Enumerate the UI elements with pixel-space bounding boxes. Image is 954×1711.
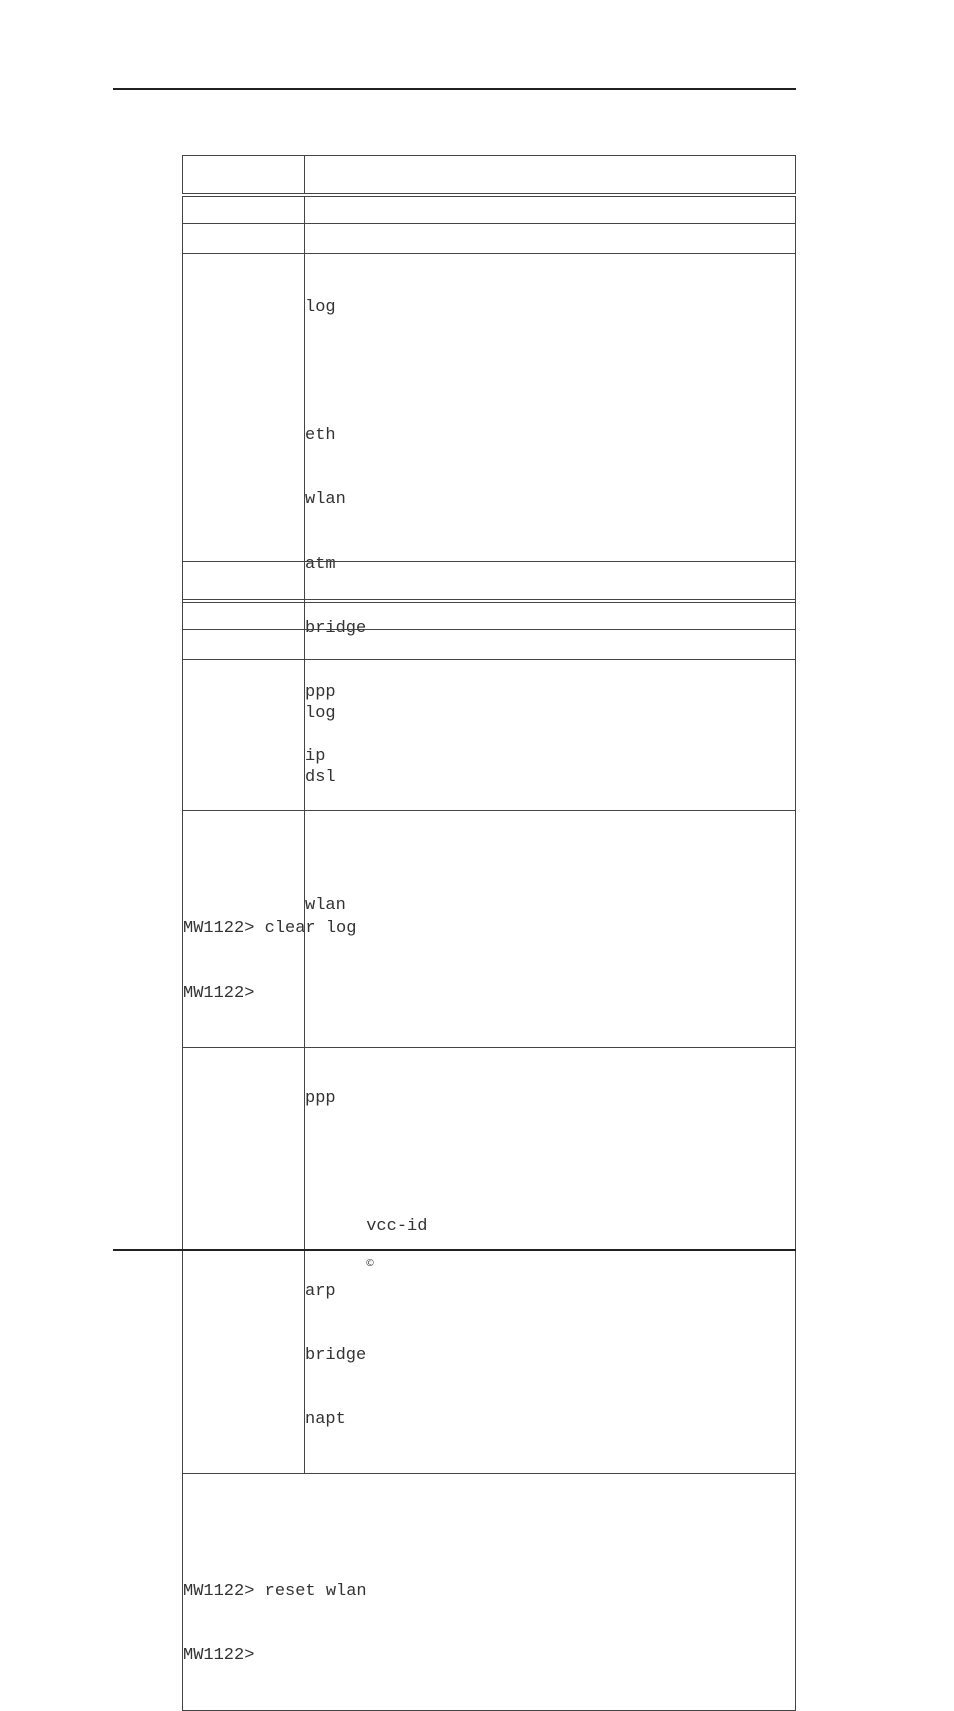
row-value-cell bbox=[305, 195, 796, 224]
example-line: MW1122> bbox=[183, 1646, 255, 1666]
option-item: eth bbox=[305, 426, 336, 446]
header-cell-description bbox=[305, 562, 796, 602]
option-item: arp bbox=[305, 1281, 336, 1301]
row-label-cell bbox=[183, 601, 305, 630]
option-item: log bbox=[305, 703, 336, 723]
example-cell bbox=[183, 1474, 796, 1710]
description-row bbox=[183, 224, 796, 254]
example-line: MW1122> bbox=[183, 983, 255, 1003]
syntax-row bbox=[183, 195, 796, 224]
syntax-row bbox=[183, 601, 796, 630]
example-row bbox=[183, 1474, 796, 1710]
options-row bbox=[183, 660, 796, 1474]
example-line: MW1122> clear log bbox=[183, 919, 357, 939]
option-item: wlan bbox=[305, 490, 346, 510]
header-cell-label bbox=[183, 562, 305, 602]
header-cell-description bbox=[305, 156, 796, 196]
option-item: log bbox=[305, 297, 336, 317]
option-item bbox=[305, 1152, 795, 1173]
reset-command-table bbox=[182, 561, 796, 1711]
example-line: MW1122> reset wlan bbox=[183, 1582, 367, 1602]
option-item: bridge bbox=[305, 618, 367, 638]
row-value-cell bbox=[305, 224, 796, 254]
header-cell-label bbox=[183, 156, 305, 196]
option-item bbox=[305, 960, 795, 981]
option-item bbox=[305, 1024, 795, 1045]
option-item: wlan bbox=[305, 896, 346, 916]
row-value-cell bbox=[305, 601, 796, 630]
table-header-row bbox=[183, 562, 796, 602]
row-value-cell bbox=[305, 630, 796, 660]
option-item: vcc-id bbox=[305, 1217, 428, 1237]
row-label-cell bbox=[183, 195, 305, 224]
option-item: ip bbox=[305, 747, 326, 767]
copyright-symbol: © bbox=[365, 1258, 375, 1269]
option-item: napt bbox=[305, 1410, 346, 1430]
example-line bbox=[183, 1517, 795, 1538]
option-item: ppp bbox=[305, 683, 336, 703]
row-label-cell bbox=[183, 630, 305, 660]
option-item bbox=[305, 831, 795, 852]
option-item bbox=[305, 361, 795, 382]
description-row bbox=[183, 630, 796, 660]
option-item: atm bbox=[305, 554, 336, 574]
header-rule bbox=[113, 88, 796, 90]
table-header-row bbox=[183, 156, 796, 196]
option-item: dsl bbox=[305, 768, 336, 788]
option-item: ppp bbox=[305, 1089, 336, 1109]
row-label-cell bbox=[183, 660, 305, 1474]
options-list bbox=[305, 660, 796, 1474]
option-item: bridge bbox=[305, 1345, 367, 1365]
row-label-cell bbox=[183, 224, 305, 254]
footer-rule bbox=[113, 1249, 796, 1251]
